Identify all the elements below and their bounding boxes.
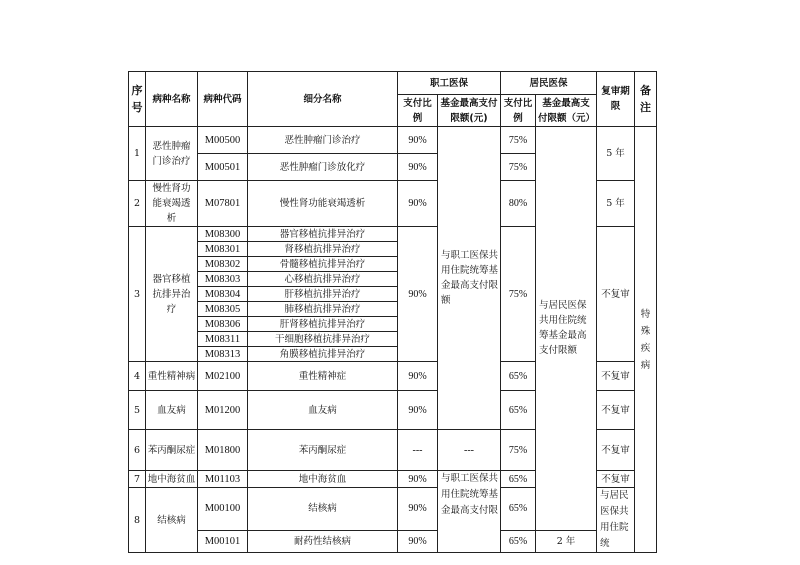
disease-code-cell: M08313 — [198, 347, 248, 362]
emp-ratio-cell: 90% — [398, 227, 438, 362]
sub-name-cell: 恶性肿瘤门诊放化疗 — [248, 154, 398, 181]
disease-code-cell: M08311 — [198, 332, 248, 347]
emp-ratio-cell: 90% — [398, 362, 438, 391]
review-cell: 不复审 — [597, 471, 635, 488]
review-cell: 不复审 — [597, 430, 635, 471]
sub-name-cell: 耐药性结核病 — [248, 530, 398, 552]
seq-cell: 4 — [129, 362, 146, 391]
seq-cell: 7 — [129, 471, 146, 488]
res-fund-cell: 与居民医保共用住院统筹基金最高支付限额 — [536, 127, 597, 531]
header-remarks: 备注 — [635, 72, 657, 127]
disease-code-cell: M08304 — [198, 287, 248, 302]
review-cell: 5 年 — [597, 127, 635, 181]
res-ratio-cell: 75% — [501, 127, 536, 154]
res-ratio-cell: 65% — [501, 530, 536, 552]
emp-ratio-cell: 90% — [398, 391, 438, 430]
disease-code-cell: M02100 — [198, 362, 248, 391]
disease-name-cell: 苯丙酮尿症 — [146, 430, 198, 471]
emp-ratio-cell: 90% — [398, 471, 438, 488]
res-ratio-cell: 75% — [501, 430, 536, 471]
emp-ratio-cell: 90% — [398, 488, 438, 531]
sub-name-cell: 心移植抗排异治疗 — [248, 272, 398, 287]
disease-code-cell: M01800 — [198, 430, 248, 471]
seq-cell: 6 — [129, 430, 146, 471]
disease-code-cell: M08302 — [198, 257, 248, 272]
seq-cell: 5 — [129, 391, 146, 430]
emp-fund-bottom-cell: 与职工医保共用住院统筹基金最高支付限 — [438, 471, 501, 553]
header-disease-code: 病种代码 — [198, 72, 248, 127]
seq-cell: 1 — [129, 127, 146, 181]
sub-name-cell: 慢性肾功能衰竭透析 — [248, 181, 398, 227]
remark-cell: 特殊疾病 — [635, 127, 657, 553]
res-fund-bottom-cell: 与居民医保共用住院统 — [597, 488, 635, 553]
special-disease-table — [128, 71, 657, 553]
sub-name-cell: 骨髓移植抗排异治疗 — [248, 257, 398, 272]
emp-ratio-cell: 90% — [398, 181, 438, 227]
disease-name-cell: 恶性肿瘤门诊治疗 — [146, 127, 198, 181]
sub-name-cell: 肺移植抗排异治疗 — [248, 302, 398, 317]
seq-cell: 8 — [129, 488, 146, 553]
disease-name-cell: 重性精神病 — [146, 362, 198, 391]
sub-name-cell: 恶性肿瘤门诊治疗 — [248, 127, 398, 154]
res-ratio-cell: 65% — [501, 391, 536, 430]
disease-code-cell: M08306 — [198, 317, 248, 332]
disease-code-cell: M07801 — [198, 181, 248, 227]
disease-name-cell: 慢性肾功能衰竭透析 — [146, 181, 198, 227]
emp-ratio-cell: 90% — [398, 154, 438, 181]
sub-name-cell: 器官移植抗排异治疗 — [248, 227, 398, 242]
disease-code-cell: M08300 — [198, 227, 248, 242]
disease-code-cell: M00101 — [198, 530, 248, 552]
sub-name-cell: 角膜移植抗排异治疗 — [248, 347, 398, 362]
disease-name-cell: 结核病 — [146, 488, 198, 553]
disease-code-cell: M08301 — [198, 242, 248, 257]
sub-name-cell: 肾移植抗排异治疗 — [248, 242, 398, 257]
res-ratio-cell: 75% — [501, 154, 536, 181]
emp-ratio-cell: 90% — [398, 530, 438, 552]
disease-name-cell: 血友病 — [146, 391, 198, 430]
header-emp-pay-ratio: 支付比例 — [398, 95, 438, 127]
res-ratio-cell: 65% — [501, 471, 536, 488]
review-cell: 不复审 — [597, 362, 635, 391]
header-seq: 序号 — [129, 72, 146, 127]
sub-name-cell: 结核病 — [248, 488, 398, 531]
sub-name-cell: 重性精神症 — [248, 362, 398, 391]
review-cell: 不复审 — [597, 227, 635, 362]
seq-cell: 2 — [129, 181, 146, 227]
table-row — [129, 127, 657, 154]
sub-name-cell: 干细胞移植抗排异治疗 — [248, 332, 398, 347]
disease-code-cell: M01103 — [198, 471, 248, 488]
sub-name-cell: 地中海贫血 — [248, 471, 398, 488]
header-disease-name: 病种名称 — [146, 72, 198, 127]
emp-ratio-cell: 90% — [398, 127, 438, 154]
res-ratio-cell: 80% — [501, 181, 536, 227]
emp-ratio-cell: --- — [398, 430, 438, 471]
disease-code-cell: M08305 — [198, 302, 248, 317]
res-ratio-cell: 65% — [501, 362, 536, 391]
header-res-pay-ratio: 支付比例 — [501, 95, 536, 127]
emp-fund-cell: --- — [438, 430, 501, 471]
table-row — [129, 530, 657, 552]
disease-code-cell: M00100 — [198, 488, 248, 531]
disease-code-cell: M00500 — [198, 127, 248, 154]
disease-name-cell: 器官移植抗排异治疗 — [146, 227, 198, 362]
header-emp-max-fund: 基金最高支付限额(元) — [438, 95, 501, 127]
sub-name-cell: 肝肾移植抗排异治疗 — [248, 317, 398, 332]
res-ratio-cell: 65% — [501, 488, 536, 531]
review-cell: 5 年 — [597, 181, 635, 227]
emp-fund-cell: 与职工医保共用住院统筹基金最高支付限额 — [438, 127, 501, 430]
header-resident-insurance: 居民医保 — [501, 72, 597, 95]
disease-code-cell: M00501 — [198, 154, 248, 181]
sub-name-cell: 血友病 — [248, 391, 398, 430]
res-ratio-cell: 75% — [501, 227, 536, 362]
review-cell: 2 年 — [536, 530, 597, 552]
disease-code-cell: M08303 — [198, 272, 248, 287]
header-employee-insurance: 职工医保 — [398, 72, 501, 95]
header-sub-name: 细分名称 — [248, 72, 398, 127]
disease-code-cell: M01200 — [198, 391, 248, 430]
header-review-period: 复审期限 — [597, 72, 635, 127]
disease-name-cell: 地中海贫血 — [146, 471, 198, 488]
seq-cell: 3 — [129, 227, 146, 362]
review-cell: 不复审 — [597, 391, 635, 430]
sub-name-cell: 苯丙酮尿症 — [248, 430, 398, 471]
sub-name-cell: 肝移植抗排异治疗 — [248, 287, 398, 302]
header-res-max-fund: 基金最高支付限额（元） — [536, 95, 597, 127]
